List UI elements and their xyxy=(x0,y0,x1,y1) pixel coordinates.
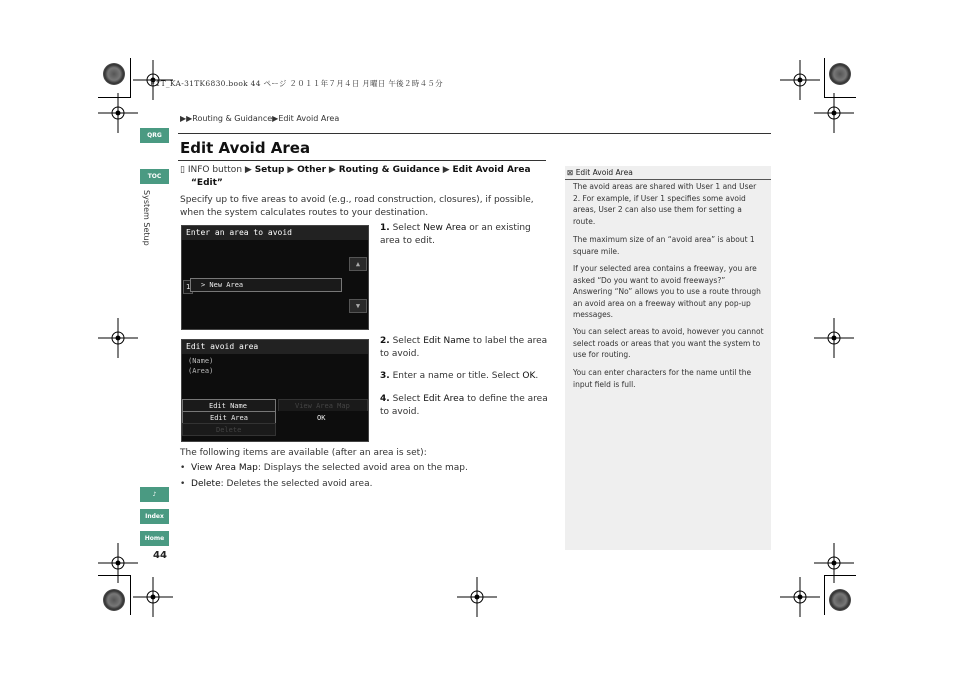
registration-cross-icon xyxy=(780,577,820,617)
menu-path xyxy=(180,164,550,190)
registration-cross-icon xyxy=(98,93,138,133)
bullet-text: : Deletes the selected avoid area. xyxy=(220,479,373,489)
path-arrow-icon: ▶ xyxy=(287,165,295,175)
registration-rosette xyxy=(103,589,125,611)
registration-cross-icon xyxy=(814,93,854,133)
path-edit: “Edit” xyxy=(191,178,223,188)
step-text: Select xyxy=(392,223,421,233)
available-items-text: The following items are available (after an area is set): xyxy=(180,448,427,458)
step-number: 1. xyxy=(380,223,390,233)
step-key: Edit Area xyxy=(423,394,465,404)
step-text: or an existing area to edit. xyxy=(380,223,531,246)
path-edit-avoid: Edit Avoid Area xyxy=(452,165,531,175)
divider xyxy=(178,160,546,161)
delete-button[interactable]: Delete xyxy=(182,423,276,436)
step-4 xyxy=(380,393,548,418)
step-text: Enter a name or title. Select xyxy=(392,371,520,381)
button-icon: ▯ xyxy=(180,165,185,175)
bullet-key: Delete xyxy=(191,479,221,489)
registration-cross-icon xyxy=(814,318,854,358)
step-key: New Area xyxy=(423,223,467,233)
step-text: to define the area to avoid. xyxy=(380,394,548,417)
registration-cross-icon xyxy=(98,543,138,583)
note-paragraph: The avoid areas are shared with User 1 and User 2. For example, if User 1 specifies some avoid areas, User 2 can also use them for setting a route. xyxy=(573,182,757,226)
path-setup: Setup xyxy=(254,165,285,175)
registration-cross-icon xyxy=(814,543,854,583)
bullet-item xyxy=(180,463,468,473)
edit-area-button[interactable]: Edit Area xyxy=(182,411,276,424)
crop-line xyxy=(130,58,131,98)
ok-button[interactable]: OK xyxy=(278,411,368,424)
step-number: 4. xyxy=(380,394,390,404)
step-number: 3. xyxy=(380,371,390,381)
intro-paragraph: Specify up to five areas to avoid (e.g., road construction, closures), if possible, when the system calculates routes to your destination. xyxy=(180,195,534,218)
note-paragraph: The maximum size of an “avoid area” is about 1 square mile. xyxy=(573,235,755,256)
bullet-text: : Displays the selected avoid area on the map. xyxy=(257,463,468,473)
registration-cross-icon xyxy=(133,577,173,617)
bullet-key: View Area Map xyxy=(191,463,258,473)
registration-cross-icon xyxy=(98,318,138,358)
step-2 xyxy=(380,335,548,360)
bullet-icon: • xyxy=(180,463,186,473)
note-paragraph: You can enter characters for the name until the input field is full. xyxy=(573,368,752,389)
step-text: to label the area to avoid. xyxy=(380,336,548,359)
step-key: OK xyxy=(522,371,536,381)
step-number: 2. xyxy=(380,336,390,346)
name-field: (Name) xyxy=(188,357,214,365)
note-paragraph: You can select areas to avoid, however you cannot select roads or areas that you want the system to use for routing. xyxy=(573,327,764,359)
step-key: Edit Name xyxy=(423,336,471,346)
view-area-map-button[interactable]: View Area Map xyxy=(278,399,368,412)
home-tab[interactable]: Home xyxy=(140,531,169,546)
section-label: System Setup xyxy=(142,190,151,246)
row-number: 1 xyxy=(183,280,193,294)
path-routing: Routing & Guidance xyxy=(338,165,440,175)
toc-tab[interactable]: TOC xyxy=(140,169,169,184)
index-tab[interactable]: Index xyxy=(140,509,169,524)
new-area-button[interactable]: > New Area xyxy=(190,278,342,292)
screen-header: Enter an area to avoid xyxy=(182,226,368,240)
area-field: (Area) xyxy=(188,367,214,375)
step-text: Select xyxy=(392,336,421,346)
page-title: Edit Avoid Area xyxy=(180,139,311,157)
path-arrow-icon: ▶ xyxy=(328,165,336,175)
screen-enter-area xyxy=(181,225,369,330)
step-text: Select xyxy=(392,394,421,404)
bullet-item xyxy=(180,479,372,489)
registration-rosette xyxy=(829,589,851,611)
qrg-tab[interactable]: QRG xyxy=(140,128,169,143)
side-note xyxy=(565,166,771,550)
screen-edit-avoid-area xyxy=(181,339,369,442)
step-text: . xyxy=(535,371,539,381)
note-icon: ⊠ xyxy=(567,168,574,177)
divider xyxy=(178,133,771,134)
side-note-header xyxy=(565,166,771,180)
print-header: F1T_KA-31TK6830.book 44 ページ ２０１１年７月４日 月曜日 午後２時４５分 xyxy=(150,79,443,88)
registration-cross-icon xyxy=(457,577,497,617)
registration-rosette xyxy=(829,63,851,85)
scroll-up-icon[interactable]: ▲ xyxy=(349,257,367,271)
bullet-icon: • xyxy=(180,479,186,489)
step-3 xyxy=(380,370,548,383)
note-paragraph: If your selected area contains a freeway, you are asked “Do you want to avoid freeways?” Answering “No” allows you to use a route through an avoid area on a freeway without any pop-up messages. xyxy=(573,264,761,319)
step-1 xyxy=(380,222,548,247)
breadcrumb: ▶▶Routing & Guidance▶Edit Avoid Area xyxy=(180,114,340,123)
side-note-title: Edit Avoid Area xyxy=(575,168,633,177)
page-number: 44 xyxy=(153,550,167,561)
edit-name-button[interactable]: Edit Name xyxy=(182,399,276,412)
voice-tab[interactable] xyxy=(140,487,169,502)
registration-rosette xyxy=(103,63,125,85)
crop-line xyxy=(824,58,825,98)
screen-header: Edit avoid area xyxy=(182,340,368,354)
path-other: Other xyxy=(297,165,327,175)
scroll-down-icon[interactable]: ▼ xyxy=(349,299,367,313)
path-arrow-icon: ▶ xyxy=(442,165,450,175)
voice-command-icon: ♪ xyxy=(152,491,157,498)
path-arrow-icon: ▶ xyxy=(244,165,252,175)
path-prefix: INFO button xyxy=(187,165,243,175)
